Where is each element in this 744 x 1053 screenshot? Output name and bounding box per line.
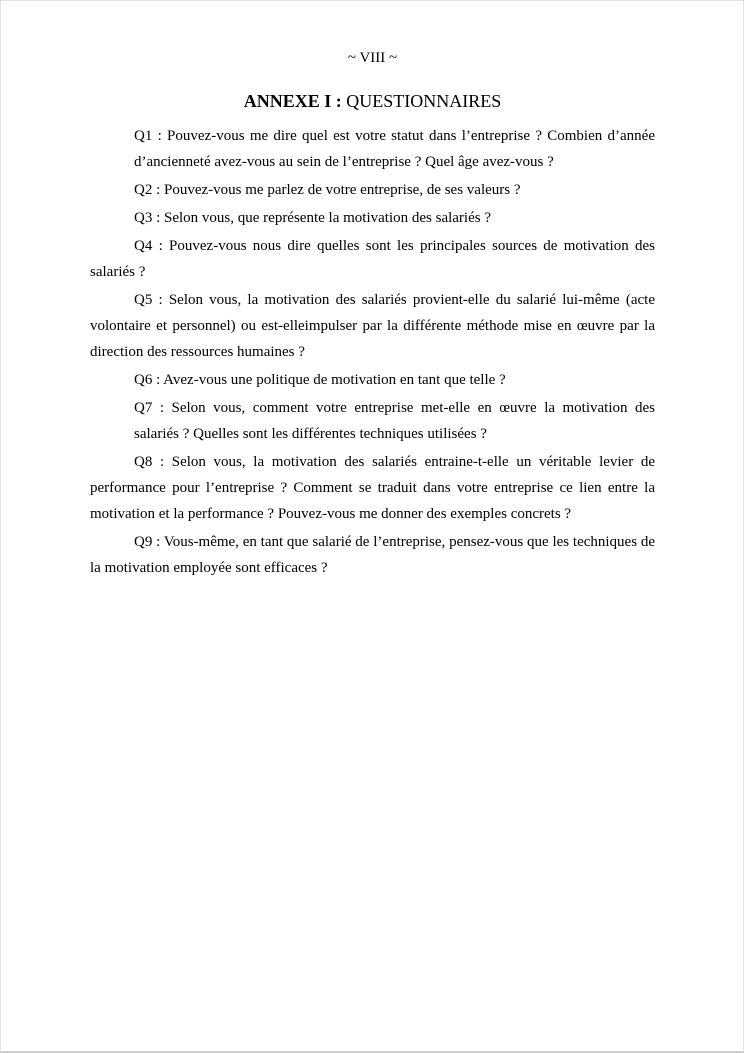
annex-heading-label: ANNEXE I : <box>243 91 342 111</box>
question-q7: Q7 : Selon vous, comment votre entreprise met-elle en œuvre la motivation des salariés ? Quelles sont les différentes techniques utilisées ? <box>134 400 655 442</box>
question-q2: Q2 : Pouvez-vous me parlez de votre entreprise, de ses valeurs ? <box>134 182 521 198</box>
question-q5: Q5 : Selon vous, la motivation des salariés provient-elle du salarié lui-même (acte volontaire et personnel) ou est-elleimpulser par la différente méthode mise en œuvre par la direction des ressources humaines ? <box>90 292 655 360</box>
question-q8: Q8 : Selon vous, la motivation des salariés entraine-t-elle un véritable levier de performance pour l’entreprise ? Comment se traduit dans votre entreprise ce lien entre la motivation et la performance ? Pouvez-vous me donner des exemples concrets ? <box>90 454 655 522</box>
page-number: ~ VIII ~ <box>347 50 398 66</box>
annex-heading <box>90 87 655 115</box>
question-q6: Q6 : Avez-vous une politique de motivation en tant que telle ? <box>134 372 506 388</box>
annex-heading-title: QUESTIONNAIRES <box>346 91 502 111</box>
question-q4: Q4 : Pouvez-vous nous dire quelles sont les principales sources de motivation des salariés ? <box>90 238 655 280</box>
question-q3: Q3 : Selon vous, que représente la motivation des salariés ? <box>134 210 491 226</box>
question-q9: Q9 : Vous-même, en tant que salarié de l’entreprise, pensez-vous que les techniques de la motivation employée sont efficaces ? <box>90 534 655 576</box>
question-q1: Q1 : Pouvez-vous me dire quel est votre statut dans l’entreprise ? Combien d’année d’ancienneté avez-vous au sein de l’entreprise ? Quel âge avez-vous ? <box>134 128 655 170</box>
